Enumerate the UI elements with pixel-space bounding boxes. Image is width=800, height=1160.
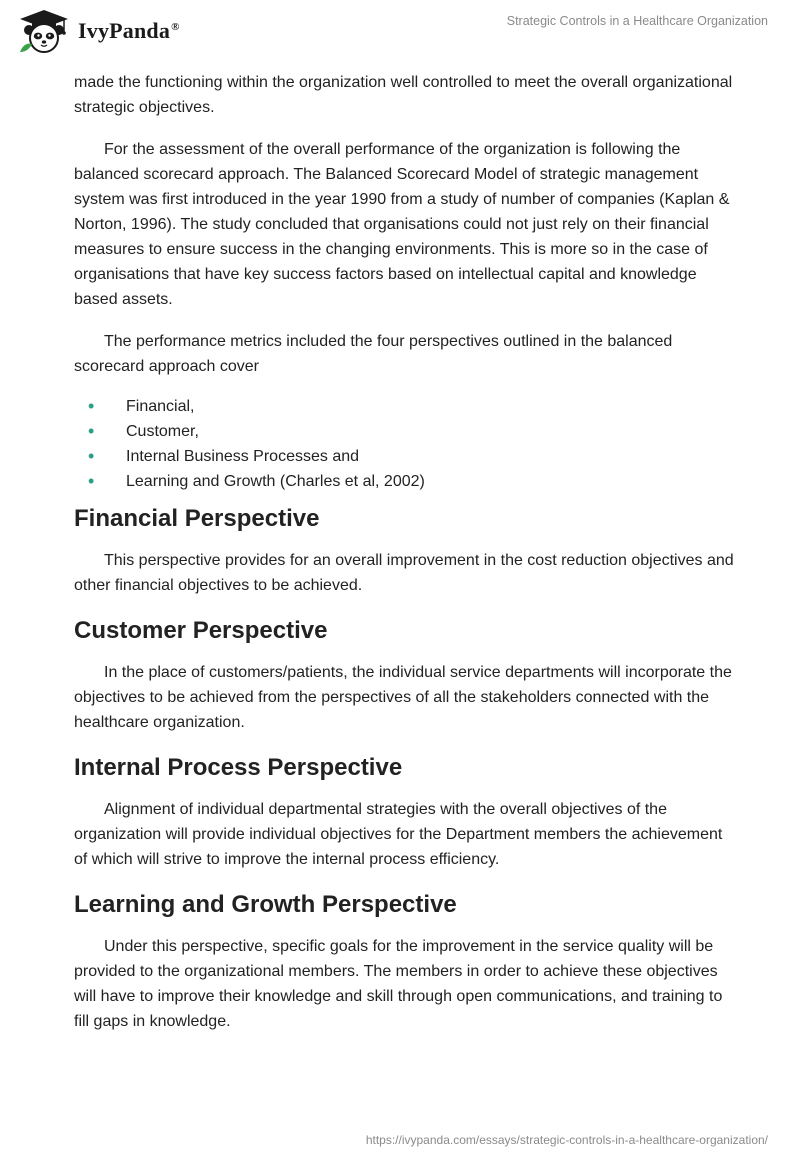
source-url-link[interactable]: https://ivypanda.com/essays/strategic-controls-in-a-healthcare-organization/ bbox=[365, 1133, 768, 1147]
page-header bbox=[0, 0, 800, 66]
list-item: • Learning and Growth (Charles et al, 2002) bbox=[88, 469, 734, 494]
document-title: Strategic Controls in a Healthcare Organization bbox=[506, 14, 768, 28]
perspectives-list bbox=[88, 394, 734, 494]
paragraph-financial: This perspective provides for an overall improvement in the cost reduction objectives and other financial objectives to be achieved. bbox=[74, 552, 734, 594]
bullet-icon: • bbox=[88, 421, 95, 441]
registered-mark: ® bbox=[171, 20, 180, 33]
bullet-icon: • bbox=[88, 396, 95, 416]
paragraph-performance-metrics: The performance metrics included the four perspectives outlined in the balanced scorecard approach cover bbox=[74, 333, 673, 375]
paragraph-balanced-scorecard: For the assessment of the overall performance of the organization is following the balanced scorecard approach. The Balanced Scorecard Model of strategic management system was first introduced in the year 1990 from a study of number of companies (Kaplan & Norton, 1996). The study concluded that organisations could not just rely on their financial measures to ensure success in the changing environments. This is more so in the case of organisations that have key success factors based on intellectual capital and knowledge based assets. bbox=[74, 141, 730, 308]
essay-content bbox=[74, 70, 734, 1051]
paragraph-continuation: made the functioning within the organization well controlled to meet the overall organizational strategic objectives. bbox=[74, 74, 733, 116]
list-item: • Financial, bbox=[88, 394, 734, 419]
paragraph-internal-process: Alignment of individual departmental strategies with the overall objectives of the organization will provide individual objectives for the Department members the achievement of which will strive to improve the internal process efficiency. bbox=[74, 801, 723, 868]
heading-learning-growth-perspective: Learning and Growth Perspective bbox=[74, 891, 457, 918]
paragraph-customer: In the place of customers/patients, the individual service departments will incorporate the objectives to be achieved from the perspectives of all the stakeholders connected with the healthcare organization. bbox=[74, 664, 732, 731]
bullet-icon: • bbox=[88, 471, 95, 491]
list-item: • Internal Business Processes and bbox=[88, 444, 734, 469]
ivypanda-logo[interactable] bbox=[16, 8, 180, 54]
heading-internal-process-perspective: Internal Process Perspective bbox=[74, 754, 403, 781]
heading-financial-perspective: Financial Perspective bbox=[74, 505, 320, 532]
heading-customer-perspective: Customer Perspective bbox=[74, 617, 328, 644]
bullet-icon: • bbox=[88, 446, 95, 466]
panda-graduate-icon bbox=[16, 8, 72, 54]
logo-text: IvyPanda® bbox=[78, 18, 180, 43]
paragraph-learning-growth: Under this perspective, specific goals for the improvement in the service quality will be provided to the organizational members. The members in order to achieve these objectives will have to improve their knowledge and skill through open communications, and training to fill gaps in knowledge. bbox=[74, 938, 723, 1030]
list-item: • Customer, bbox=[88, 419, 734, 444]
